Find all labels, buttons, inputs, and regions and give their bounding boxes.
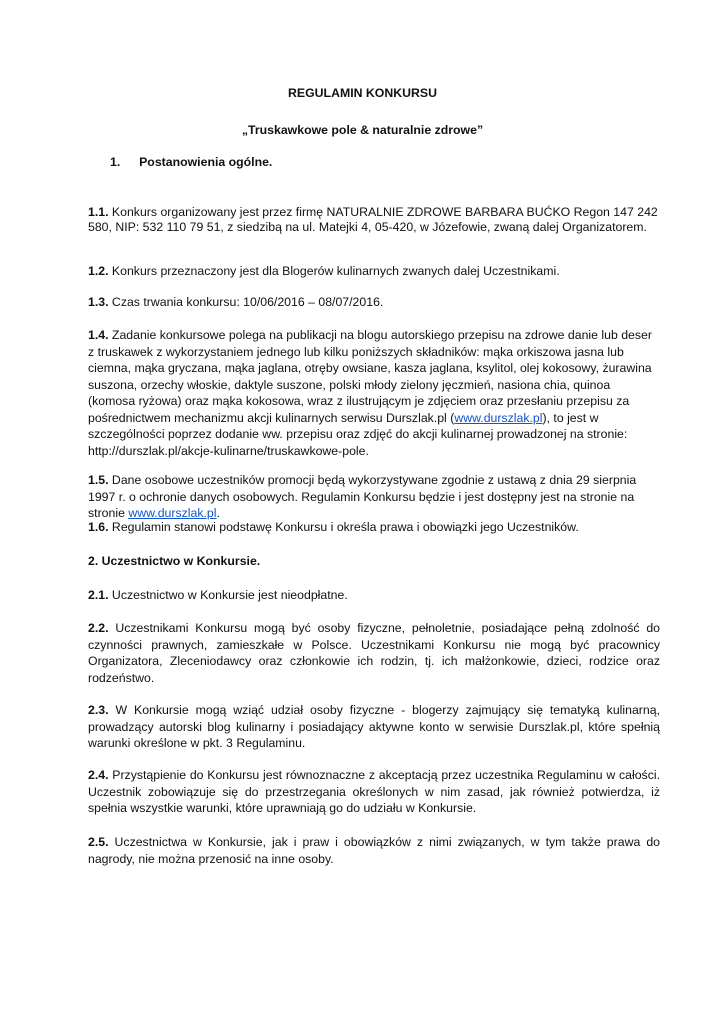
paragraph-number: 1.4. bbox=[88, 328, 109, 342]
section-1-title: Postanowienia ogólne. bbox=[139, 155, 273, 169]
paragraph-2-1: 2.1. Uczestnictwo w Konkursie jest nieodpłatne. bbox=[88, 588, 348, 602]
document-title: REGULAMIN KONKURSU bbox=[288, 86, 437, 100]
document-subtitle: „Truskawkowe pole & naturalnie zdrowe” bbox=[241, 123, 484, 137]
paragraph-1-6: 1.6. Regulamin stanowi podstawę Konkursu i określa prawa i obowiązki jego Uczestników. bbox=[88, 520, 579, 534]
durszlak-link[interactable]: www.durszlak.pl bbox=[454, 410, 543, 425]
section-2-heading: 2. Uczestnictwo w Konkursie. bbox=[88, 554, 261, 568]
paragraph-number: 1.5. bbox=[88, 473, 109, 487]
paragraph-number: 2.4. bbox=[88, 768, 109, 782]
paragraph-number: 2.3. bbox=[88, 703, 109, 717]
paragraph-1-1: 1.1. Konkurs organizowany jest przez firmę NATURALNIE ZDROWE BARBARA BUĆKO Regon 147 242 580, NIP: 532 110 79 51, z siedzibą na ul. Matejki 4, 05-420, w Józefowie, zwaną dalej Organizatorem. bbox=[88, 205, 658, 234]
paragraph-number: 2.2. bbox=[88, 621, 109, 635]
paragraph-number: 1.1. bbox=[88, 205, 109, 219]
paragraph-number: 2.5. bbox=[88, 835, 109, 849]
paragraph-number: 1.6. bbox=[88, 520, 109, 534]
paragraph-2-5: 2.5. Uczestnictwa w Konkursie, jak i praw i obowiązków z nimi związanych, w tym także prawa do nagrody, nie można przenosić na inne osoby. bbox=[88, 835, 660, 866]
section-1-heading bbox=[110, 155, 272, 169]
paragraph-2-2: 2.2. Uczestnikami Konkursu mogą być osoby fizyczne, pełnoletnie, posiadające pełną zdolność do czynności prawnych, zamieszkałe w Polsce. Uczestnikami Konkursu nie mogą być pracownicy Organizatora, Zleceniodawcy oraz członkowie ich rodzin, tj. ich małżonkowie, dzieci, rodzice oraz rodzeństwo. bbox=[88, 621, 660, 685]
paragraph-1-2: 1.2. Konkurs przeznaczony jest dla Blogerów kulinarnych zwanych dalej Uczestnikami. bbox=[88, 264, 560, 278]
durszlak-link[interactable]: www.durszlak.pl bbox=[128, 506, 217, 520]
paragraph-number: 2.1. bbox=[88, 588, 109, 602]
paragraph-1-4: 1.4. Zadanie konkursowe polega na publikacji na blogu autorskiego przepisu na zdrowe danie lub deser z truskawek z wykorzystaniem jednego lub kilku poniższych składników: mąka orkiszowa jasna lub ciemna, mąka gryczana, mąka jaglana, otręby owsiane, kasza jaglana, ksylitol, olej kokosowy, żurawina suszona, orzechy włoskie, daktyle suszone, polski młody zielony jęczmień, nasiona chia, quinoa (komosa ryżowa) oraz mąka kokosowa, wraz z ilustrującym je zdjęciem oraz przesłaniu przepisu za pośrednictwem mechanizmu akcji kulinarnych serwisu Durszlak.pl (www.durszlak.pl), to jest w szczególności poprzez dodanie ww. przepisu oraz zdjęć do akcji kulinarnej prowadzonej na stronie: http://durszlak.pl/akcje-kulinarne/truskawkowe-pole. bbox=[88, 328, 652, 458]
paragraph-2-3: 2.3. W Konkursie mogą wziąć udział osoby fizyczne - blogerzy zajmujący się tematyką kulinarną, prowadzący autorski blog kulinarny i posiadający aktywne konto w serwisie Durszlak.pl, które spełnią warunki określone w pkt. 3 Regulaminu. bbox=[88, 703, 660, 750]
paragraph-2-4: 2.4. Przystąpienie do Konkursu jest równoznaczne z akceptacją przez uczestnika Regulaminu w całości. Uczestnik zobowiązuje się do przestrzegania określonych w nim zasad, jak również potwierdza, iż spełnia wszystkie warunki, które uprawniają go do udziału w Konkursie. bbox=[88, 768, 660, 815]
section-1-number: 1. bbox=[110, 155, 121, 169]
paragraph-number: 1.2. bbox=[88, 264, 109, 278]
paragraph-1-3: 1.3. Czas trwania konkursu: 10/06/2016 – 08/07/2016. bbox=[88, 295, 384, 309]
paragraph-1-5: 1.5. Dane osobowe uczestników promocji będą wykorzystywane zgodnie z ustawą z dnia 29 sierpnia 1997 r. o ochronie danych osobowych. Regulamin Konkursu będzie i jest dostępny jest na stronie na stronie www.durszlak.pl. bbox=[88, 473, 637, 520]
paragraph-number: 1.3. bbox=[88, 295, 109, 309]
